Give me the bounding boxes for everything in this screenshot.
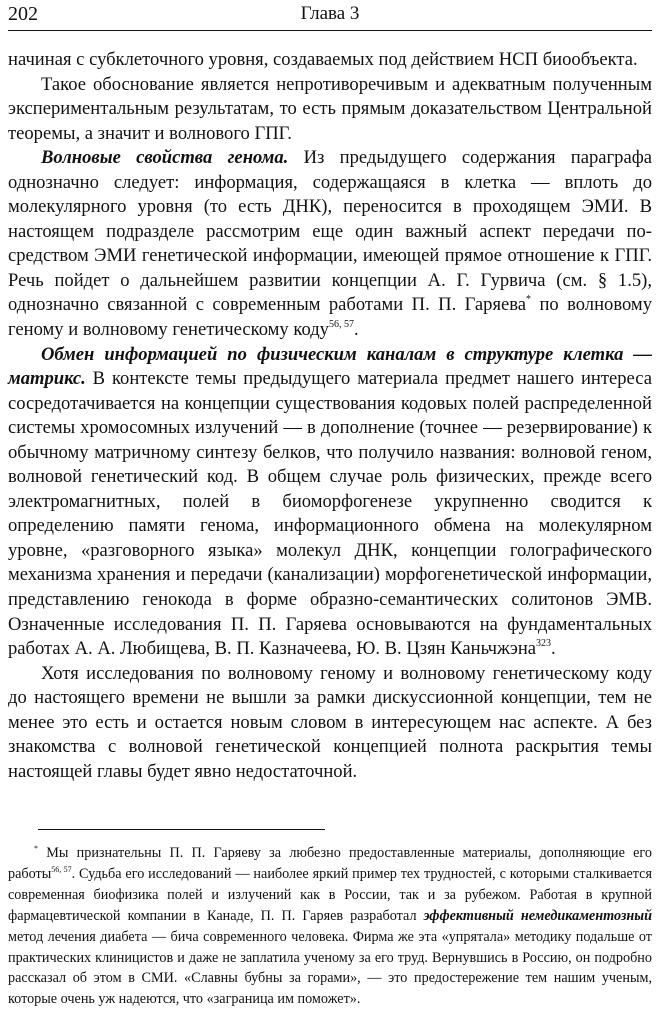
paragraph-4-end: . <box>551 638 556 660</box>
paragraph-3 <box>8 146 652 342</box>
paragraph-5: Хотя исследования по волновому геному и волновому генетическому коду до настоящего времени не вышли за рамки дискуссионной концепции, тем не менее это есть и остается новым словом в интересующем нас аспекте. А без знакомства с волновой генетической концепцией полнота раскрытия темы настоящей главы будет явно недостаточной. <box>8 662 652 782</box>
paragraph-2: Такое обоснование является непротиворечивым и адекватным полученным экспериментальным результатам, то есть прямым доказательством Центральной теоремы, а значит и волнового ГПГ. <box>8 73 652 144</box>
footnote-emphasis: эффективный немедикаментозный <box>423 907 652 924</box>
main-text <box>8 48 652 784</box>
paragraph-4 <box>8 343 652 662</box>
paragraph-3-heading: Волновые свойства генома. <box>41 147 289 169</box>
paragraph-3-end: . <box>353 319 359 341</box>
footnote-text-1: Мы признательны П. П. Гаряеву за любезно предоставленные материалы, дополняющие его работы <box>8 845 652 882</box>
footnote-paragraph <box>8 843 652 1010</box>
paragraph-1: начиная с субклеточного уровня, создаваемых под действием НСП биообъекта. <box>8 49 638 70</box>
paragraph-4-heading: Обмен информацией по физическим каналам в структуре клетка — матрикс. <box>8 343 652 390</box>
reference-superscript: 56, 57 <box>51 864 72 874</box>
paragraph-3-text-2: по волновому геному и волновому генетическому коду <box>8 294 652 341</box>
running-head-chapter: Глава 3 <box>300 3 360 24</box>
paragraph-4-text: В контексте темы предыдущего материала предмет нашего интереса сосредотачивается на концепции существования кодовых полей распределенной системы хромосомных излучений — в дополнение (точнее — резервирование) к обычному матричному синтезу белков, что получило названия: волновой геном, волновой генетический код. В общем случае роль физических, прежде всего электромагнитных, полей в биоморфогенезе укрупненно сводится к определению памяти генома, информационного обмена на молекулярном уровне, «разговорного языка» молекул ДНК, концепции голографического механизма хранения и передачи (канализации) морфогенетической информации, представлению генокода в форме образно-семантических солитонов ЭМВ. Означенные исследования П. П. Гаряева основываются на фундаментальных работах А. А. Любищева, В. П. Казначеева, Ю. В. Цзян Каньчжэна <box>8 368 652 660</box>
paragraph-3-text: Из предыдущего содержания параграфа однозначно следует: информация, содержащаяся в клетка — вплоть до молекулярного уровня (то есть ДНК), переносится в проходящем ЭМИ. В настоящем подразделе рассмотрим еще один важный аспект передачи посредством ЭМИ генетической информации, имеющей прямое отношение к ГПГ. Речь пойдет о дальнейшем развитии концепции А. Г. Гурвича (см. § 1.5), однозначно связанной с современным работами П. П. Гаряева <box>8 147 653 316</box>
footnote-separator <box>38 829 325 830</box>
footnote-marker: * <box>526 294 532 306</box>
reference-superscript: 323 <box>536 638 552 650</box>
footnote-marker: * <box>34 844 38 853</box>
reference-superscript: 56, 57 <box>328 319 354 331</box>
footnote <box>8 843 652 1010</box>
page-number: 202 <box>8 3 38 25</box>
footnote-text-3: метод лечения диабета — бича современного человека. Фирма же эта «упрятала» методику подальше от практических клиницистов и даже не заплатила ученому за его труд. Вернувшись в Россию, он подробно рассказал об этом в СМИ. «Славны бубны за горами», — это предостережение тем нашим ученым, которые очень уж надеются, что «заграница им поможет». <box>8 928 652 1008</box>
page-header <box>8 0 652 31</box>
footnote-text-2: . Судьба его исследований — наиболее яркий пример тех трудностей, с которыми сталкивается современная биофизика полей и излучений как в России, так и за рубежом. Работая в крупной фармацевтической компании в Канаде, П. П. Гаряев разработал <box>8 865 652 924</box>
